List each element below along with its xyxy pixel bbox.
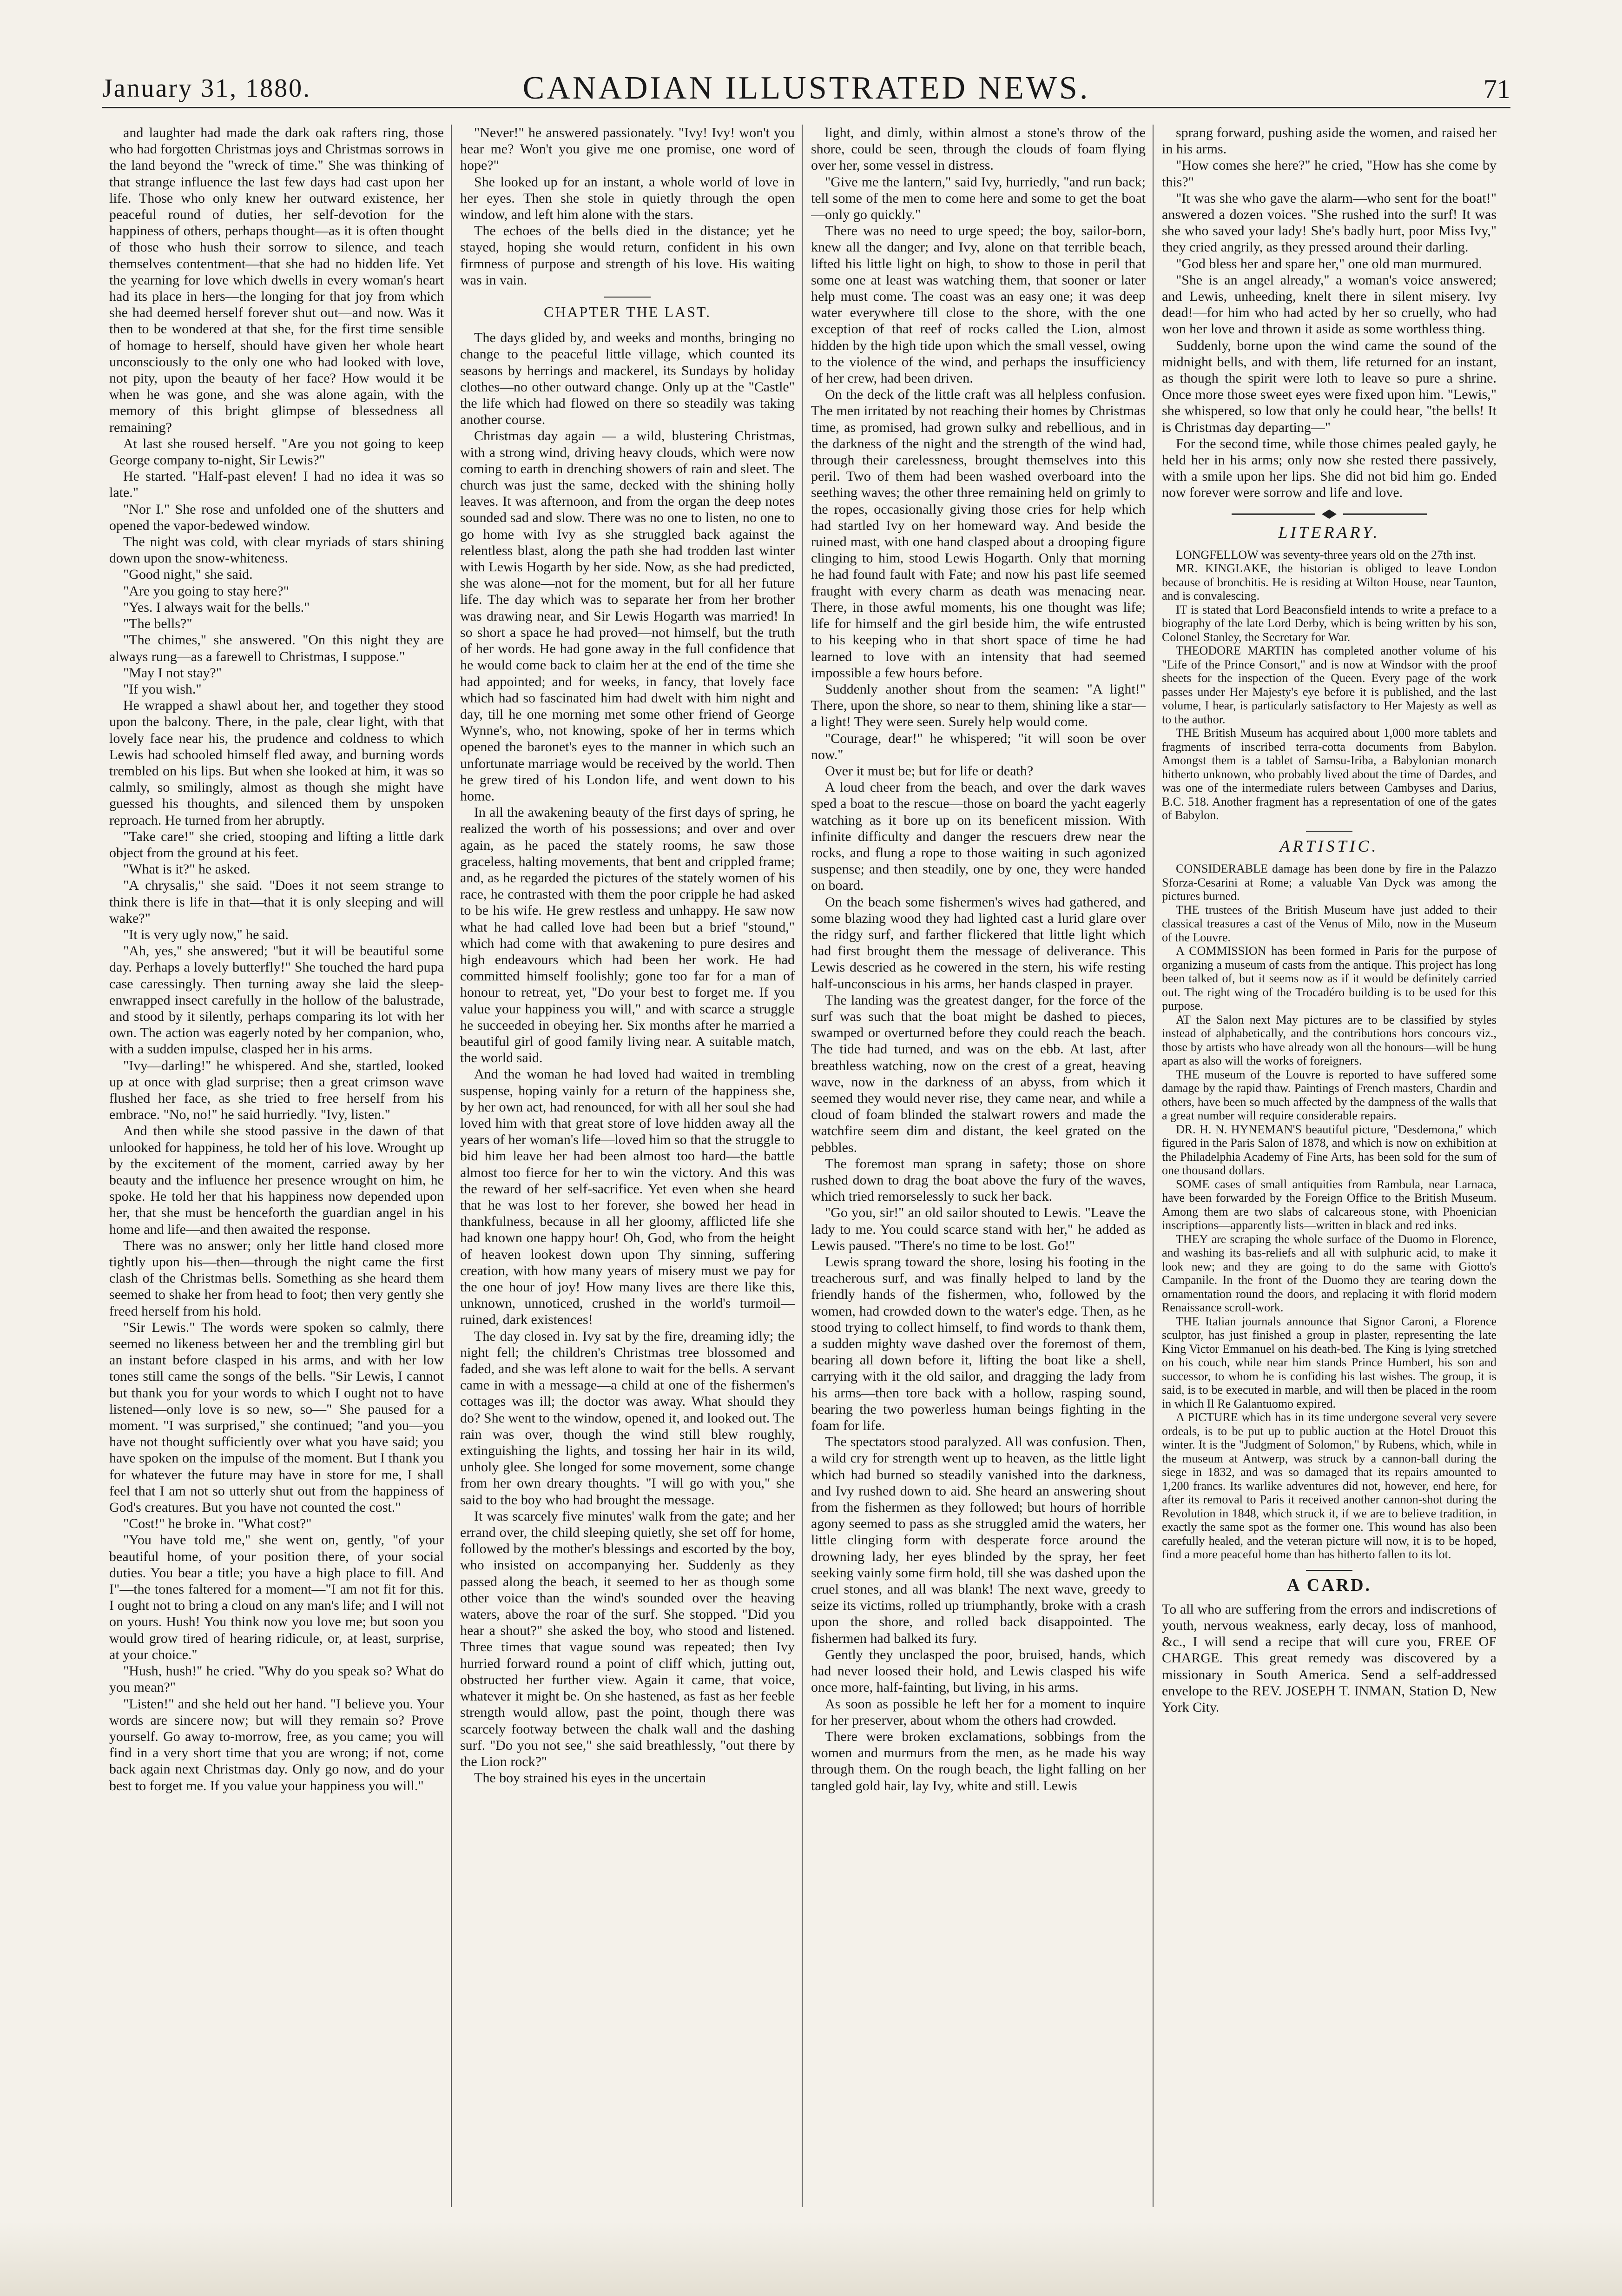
paragraph: On the deck of the little craft was all helpless confusion. The men irritated by not reaching their homes by Christmas time, as promised, had grown sulky and rebellious, and in the darkness of the night and the strength of the wind had, through their carelessness, brought themselves into this peril. Two of them had been washed overboard into the seething waves; the other three remaining held on grimly to the ropes, occasionally giving those cries for help which had startled Ivy on her homeward way. And beside the ruined mast, with one hand clasped about a drooping figure clinging to him, stood Lewis Hogarth. Only that morning he had found fault with Fate; and now his past life seemed fraught with every charm as death was menacing near. There, in those awful moments, his one thought was life; life for himself and the girl beside him, the wife entrusted to his keeping who in that short space of time he had learned to love with an intensity that had seemed impossible a few hours before. — [811, 387, 1146, 681]
paragraph: THE Italian journals announce that Signor Caroni, a Florence sculptor, has just finished a group in plaster, representing the late King Victor Emmanuel on his death-bed. The King is lying stretched on his couch, while near him stands Prince Humbert, his son and successor, to whom he is confiding his last wishes. The group, it is said, is to be executed in marble, and will then be placed in the room in which Il Re Galantuomo expired. — [1162, 1314, 1497, 1410]
paragraph: "The chimes," she answered. "On this night they are always rung—as a farewell to Christmas, I suppose." — [109, 632, 444, 664]
card-heading: A CARD. — [1286, 1575, 1372, 1595]
paragraph: The foremost man sprang in safety; those on shore rushed down to drag the boat above the fury of the waves, which tried remorselessly to suck her back. — [811, 1156, 1146, 1204]
paragraph: "If you wish." — [123, 681, 202, 697]
paragraph: Suddenly, borne upon the wind came the sound of the midnight bells, and with them, life returned for an instant, as though the spirit were loth to leave so pure a shrine. Once more those sweet eyes were fixed upon him. "Lewis," she whispered, so low that only he could hear, "the bells! It is Christmas day departing—" — [1162, 337, 1497, 435]
paragraph: He wrapped a shawl about her, and together they stood upon the balcony. There, in the pale, clear light, with that lovely face near his, the prudence and coldness to which Lewis had schooled himself fled away, and burning words trembled on his lips. But when she looked at him, it was so calmly, so smilingly, almost as though she might have guessed his thoughts, and silenced them by unspoken reproach. He turned from her abruptly. — [109, 698, 444, 828]
paragraph: Gently they unclasped the poor, bruised, hands, which had never loosed their hold, and Lewis clasped his wife once more, half-fainting, but living, in his arms. — [811, 1647, 1146, 1695]
paragraph: CONSIDERABLE damage has been done by fire in the Palazzo Sforza-Cesarini at Rome; a valuable Van Dyck was among the pictures burned. — [1162, 862, 1497, 903]
paragraph: "You have told me," she went on, gently, "of your beautiful home, of your position there, of your social duties. You bear a title; you have a high place to fill. And I"—the tones faltered for a moment—"I am not fit for this. I ought not to bring a cloud on any man's life; and I will not on yours. Hush! You think now you love me; but soon you would grow tired of hearing ridicule, or, at least, surprise, at your choice." — [109, 1532, 444, 1662]
chapter-paragraphs — [460, 330, 795, 1786]
paragraph: "A chrysalis," she said. "Does it not seem strange to think there is life in that—that it is only sleeping and will wake?" — [109, 878, 444, 926]
paragraph: At last she roused herself. "Are you not going to keep George company to-night, Sir Lewis?" — [109, 436, 444, 468]
paragraph: There was no need to urge speed; the boy, sailor-born, knew all the danger; and Ivy, alone on that terrible beach, lifted his little light on high, to show to those in peril that some one at least was watching them, that sooner or later help must come. The coast was an easy one; it was deep water everywhere till close to the shore, with the one exception of that reef of rocks called the Lion, almost hidden by the high tide upon which the small vessel, owing to the violence of the wind, and perhaps the insufficiency of her crew, had been driven. — [811, 223, 1146, 386]
paragraph: THEODORE MARTIN has completed another volume of his "Life of the Prince Consort," and is now at Windsor with the proof sheets for the inspection of the Queen. Every page of the work passes under Her Majesty's eye before it is published, and the last volume, I hear, is particularly satisfactory to Her Majesty as well as to the author. — [1162, 644, 1497, 726]
paragraph: On the beach some fishermen's wives had gathered, and some blazing wood they had lighted cast a lurid glare over the ridgy surf, and farther flickered that little light which had first brought them the message of deliverance. This Lewis descried as he cowered in the stern, his wife resting half-unconscious in his arms, her hands clasped in prayer. — [811, 894, 1146, 992]
chapter-heading: CHAPTER THE LAST. — [543, 304, 712, 321]
paragraph: THE British Museum has acquired about 1,000 more tablets and fragments of inscribed terra-cotta documents from Babylon. Amongst them is a tablet of Samsu-Iriba, a Babylonian monarch hitherto unknown, who probably lived about the time of Dardes, and was one of the intermediate rulers between Cambyses and Darius, B.C. 518. Another fragment has a representation of one of the gates of Babylon. — [1162, 726, 1497, 822]
paragraph: There were broken exclamations, sobbings from the women and murmurs from the men, as he made his way through them. On the rough beach, the light falling on her tangled gold hair, lay Ivy, white and still. Lewis — [811, 1728, 1146, 1793]
paragraph: In all the awakening beauty of the first days of spring, he realized the worth of his possessions; and over and over again, as he paced the stately rooms, he saw those graceless, halting movements, that bent and crippled frame; and, as he regarded the pictures of the stately women of his race, he contrasted with them the poor cripple he had asked to be his wife. He grew restless and unhappy. He saw now what he had called love had been but a brief "stound," which had come with that awakening to pure desires and high endeavours which had been her work. He had committed himself foolishly; gone too far for a man of honour to retreat, yet, "Do your best to forget me. If you value your happiness you will," and with scarce a struggle he succeeded in obeying her. Six months after he married a beautiful girl of good family living near. A suitable match, the world said. — [460, 805, 795, 1066]
paragraph: The boy strained his eyes in the uncertain — [474, 1770, 706, 1786]
paragraph: A PICTURE which has in its time undergone several very severe ordeals, is to be put up to public auction at the Hotel Drouot this winter. It is the "Judgment of Solomon," by Rubens, which, while in the museum at Antwerp, was struck by a cannon-ball during the siege in 1832, and was so damaged that its repairs amounted to 1,200 francs. Its warlike adventures did not, however, end here, for after its removal to Paris it received another cannon-shot during the Revolution in 1848, which struck it, if we are to believe tradition, in exactly the same spot as the former one. This wound has also been carefully healed, and the veteran picture will now, it is to be hoped, find a more peaceful home than has hitherto fallen to its lot. — [1162, 1410, 1497, 1562]
paragraph: and laughter had made the dark oak rafters ring, those who had forgotten Christmas joys and Christmas sorrows in the land beyond the "wreck of time." She was thinking of that strange influence the last few days had cast upon her life. Those who only knew her outward existence, her peaceful round of duties, her self-devotion for the happiness of others, perhaps thought—as it is often thought of those who hush their sorrow to silence, and teach themselves contentment—that she had no hidden life. Yet the yearning for love which dwells in every woman's heart had its place in hers—the longing for that joy from which she had deemed herself forever shut out—and now. Was it then to be wondered at that she, for the first time sensible of homage to herself, should have given her whole heart unconsciously to the only one who had looked with love, not pity, upon the beauty of her face? How would it be when he was gone, and she was alone again, with the memory of this bright glimpse of blessedness all remaining? — [109, 125, 444, 435]
paragraph: "She is an angel already," a woman's voice answered; and Lewis, unheeding, knelt there in silent misery. Ivy dead!—for him who had acted by her so cruelly, who had won her love and thrown it aside as some worthless thing. — [1162, 272, 1497, 337]
story-paragraphs — [811, 125, 1146, 1794]
paragraph: "Give me the lantern," said Ivy, hurriedly, "and run back; tell some of the men to come here and some to get the boat—only go quickly." — [811, 174, 1146, 223]
paragraph: Over it must be; but for life or death? — [825, 763, 1034, 779]
paragraph: The landing was the greatest danger, for the force of the surf was such that the boat might be dashed to pieces, swamped or overturned before they could reach the beach. The tide had turned, and was on the ebb. At last, after breathless watching, now on the crest of a great, heaving wave, now in the darkness of an abyss, from which it seemed they would never rise, they came near, and while a cloud of foam blinded the stalwart rowers and made the watchfire seem dim and distant, the keel grated on the pebbles. — [811, 992, 1146, 1155]
paragraph: MR. KINGLAKE, the historian is obliged to leave London because of bronchitis. He is residing at Wilton House, near Taunton, and is convalescing. — [1162, 562, 1497, 603]
column-rule — [802, 125, 803, 2207]
artistic-heading: ARTISTIC. — [1279, 836, 1379, 855]
paragraph: "Cost!" he broke in. "What cost?" — [123, 1516, 312, 1532]
paragraph: light, and dimly, within almost a stone's throw of the shore, could be seen, through the clouds of foam flying over her, some vessel in distress. — [811, 125, 1146, 173]
paragraph: It was scarcely five minutes' walk from the gate; and her errand over, the child sleeping quietly, she set off for home, followed by the mother's blessings and escorted by the boy, who insisted on accompanying her. Suddenly as they passed along the beach, it seemed to her as though some other voice than the wind's sounded over the heaving waters, above the roar of the surf. She stopped. "Did you hear a shout?" she asked the boy, who stood and listened. Three times that vague sound was repeated; then Ivy hurried forward round a point of cliff which, jutting out, obstructed her further view. Again it came, that voice, whatever it might be. On she hastened, as fast as her feeble strength would allow, past the point, though there was scarcely footway between the chalk wall and the dashing surf. "Do you not see," she said breathlessly, "out there by the Lion rock?" — [460, 1508, 795, 1769]
ornamental-divider — [1162, 509, 1497, 520]
column-2 — [460, 125, 795, 2207]
card-advert: To all who are suffering from the errors and indiscretions of youth, nervous weakness, early decay, loss of manhood, &c., I will send a recipe that will cure you, FREE OF CHARGE. This great remedy was discovered by a missionary in South America. Send a self-addressed envelope to the REV. JOSEPH T. INMAN, Station D, New York City. — [1162, 1601, 1497, 1715]
paragraph: "Nor I." She rose and unfolded one of the shutters and opened the vapor-bedewed window. — [109, 501, 444, 533]
paragraph: "What is it?" he asked. — [123, 861, 251, 877]
column-1 — [109, 125, 444, 2207]
paragraph: "Hush, hush!" he cried. "Why do you speak so? What do you mean?" — [109, 1663, 444, 1695]
paragraph: The day closed in. Ivy sat by the fire, dreaming idly; the night fell; the children's Christmas tree blossomed and faded, and she was left alone to wait for the bells. A servant came in with a message—a child at one of the fishermen's cottages was ill; the doctor was away. What should they do? She went to the window, opened it, and looked out. The rain was over, though the wind still blew roughly, extinguishing the lights, and tossing her hair in its wild, unholy glee. She longed for some movement, some change from her own dreary thoughts. "I will go with you," she said to the boy who had brought the message. — [460, 1328, 795, 1508]
divider — [1306, 1570, 1352, 1571]
paragraph: A COMMISSION has been formed in Paris for the purpose of organizing a museum of casts from the antique. This project has long been talked of, but it seems now as if it would be definitely carried out. The right wing of the Trocadéro building is to be used for this purpose. — [1162, 944, 1497, 1013]
paragraph: "Ivy—darling!" he whispered. And she, startled, looked up at once with glad surprise; then a great crimson wave flushed her face, as she tried to free herself from his embrace. "No, no!" he said hurriedly. "Ivy, listen." — [109, 1058, 444, 1123]
paragraph: The echoes of the bells died in the distance; yet he stayed, hoping she would return, confident in his own firmness of purpose and strength of his love. His waiting was in vain. — [460, 223, 795, 288]
masthead — [102, 70, 1510, 108]
paragraph: The spectators stood paralyzed. All was confusion. Then, a wild cry for strength went up to heaven, as the little light which had burned so steadily vanished into the darkness, and Ivy rushed down to aid. She heard an answering shout from the fishermen as they followed; but hours of horrible agony seemed to pass as she struggled amid the waters, her little clinging form with desperate force around the drowning lady, her eyes blinded by the spray, her feet seeking vainly some firm hold, till she was dashed upon the cruel stones, and all was blank! The next wave, greedy to seize its victims, rolled up triumphantly, broke with a crash upon the shore, and rolled back disappointed. The fishermen had balked its fury. — [811, 1434, 1146, 1646]
column-rule — [451, 125, 452, 2207]
paragraph: "Are you going to stay here?" — [123, 583, 289, 599]
story-paragraphs — [460, 125, 795, 288]
paragraph: "Sir Lewis." The words were spoken so calmly, there seemed no likeness between her and the trembling girl but an instant before clasped in his arms, and with her low tones still came the songs of the bells. "Sir Lewis, I cannot but thank you for your words to which I ought not to have listened—only love is so new, so—" She paused for a moment. "I was surprised," she continued; "and you—you have not thought sufficiently over what you have said; you have spoken on the impulse of the moment. But I thank you for whatever the future may have in store for me, I shall feel that I am not so utterly shut out from the happiness of God's creatures. But you have not counted the cost." — [109, 1319, 444, 1515]
paragraph: And then while she stood passive in the dawn of that unlooked for happiness, he told her of his love. Wrought up by the excitement of the moment, carried away by her beauty and the influence her presence wrought on him, he spoke. He told her that his happiness now depended upon her, that she must be henceforth the guardian angel in his home and life—and then awaited the response. — [109, 1123, 444, 1237]
story-continuation — [109, 125, 444, 1794]
paragraph: "Yes. I always wait for the bells." — [123, 599, 310, 615]
paragraph: "God bless her and spare her," one old man murmured. — [1176, 256, 1482, 271]
paragraph: "Listen!" and she held out her hand. "I believe you. Your words are sincere now; but will they remain so? Prove yourself. Go away to-morrow, free, as you came; you will find in a very short time that you are wrong; if not, come back again next Christmas day. Only go now, and do your best to forget me. If you value your happiness you will." — [109, 1696, 444, 1793]
paragraph: For the second time, while those chimes pealed gayly, he held her in his arms; only now she rested there passively, with a smile upon her lips. She did not bid him go. Ended now forever were sorrow and life and love. — [1162, 436, 1497, 501]
paragraph: Lewis sprang toward the shore, losing his footing in the treacherous surf, and was finally helped to land by the friendly hands of the fishermen, who, followed by the women, had crowded down to the water's edge. Then, as he stood trying to collect himself, to find words to thank them, a sudden mighty wave dashed over the foremost of them, bearing all down before it, lifting the boat like a shell, carrying with it the old sailor, and dragging the lady from his arms—then tore back with a hollow, rasping sound, bearing the two powerless human beings fighting in the foam for life. — [811, 1254, 1146, 1434]
page-number: 71 — [1484, 74, 1510, 104]
paragraph: AT the Salon next May pictures are to be classified by styles instead of alphabetically, and the contributions hors concours viz., those by artists who have already won all the honours—will be hung apart as also will the works of foreigners. — [1162, 1012, 1497, 1068]
column-rule — [1153, 125, 1154, 2207]
literary-items — [1162, 548, 1497, 822]
paragraph: LONGFELLOW was seventy-three years old on the 27th inst. — [1176, 548, 1476, 562]
paragraph: "It is very ugly now," he said. — [123, 926, 289, 942]
column-3 — [811, 125, 1146, 2207]
paragraph: SOME cases of small antiquities from Rambula, near Larnaca, have been forwarded by the Foreign Office to the British Museum. Among them are two slabs of calcareous stone, with Phoenician inscriptions—apparently lists—written in black and red inks. — [1162, 1177, 1497, 1232]
paragraph: "Good night," she said. — [123, 567, 253, 582]
paragraph: A loud cheer from the beach, and over the dark waves sped a boat to the rescue—those on board the yacht eagerly watching as it bore up on its beneficent mission. With infinite difficulty and danger the rescuers drew near the rocks, and flung a rope to those waiting in such agonized suspense; and then steadily, one by one, they were handed on board. — [811, 780, 1146, 893]
paragraph: "Take care!" she cried, stooping and lifting a little dark object from the ground at his feet. — [109, 828, 444, 860]
paragraph: "Ah, yes," she answered; "but it will be beautiful some day. Perhaps a lovely butterfly!" She touched the hard pupa case caressingly. Then turning away she laid the sleep-enwrapped insect carefully in the hollow of the balustrade, and stood by it silently, perhaps comparing its lot with her own. The action was eagerly noted by her companion, who, with a sudden impulse, clasped her in his arms. — [109, 943, 444, 1057]
paragraph: The days glided by, and weeks and months, bringing no change to the peaceful little village, which counted its seasons by herrings and mackerel, its Sundays by holiday clothes—no other outward change. Only up at the "Castle" the life which had flowed on there so steadily was taking another course. — [460, 330, 795, 428]
paragraph: "Go you, sir!" an old sailor shouted to Lewis. "Leave the lady to me. You could scarce stand with her," he added as Lewis paused. "There's no time to be lost. Go!" — [811, 1205, 1146, 1253]
issue-date: January 31, 1880. — [102, 74, 311, 103]
paragraph: As soon as possible he left her for a moment to inquire for her preserver, about whom the others had crowded. — [811, 1696, 1146, 1728]
paragraph: IT is stated that Lord Beaconsfield intends to write a preface to a biography of the late Lord Derby, which is being written by his son, Colonel Stanley, the Secretary for War. — [1162, 602, 1497, 644]
paragraph: And the woman he had loved had waited in trembling suspense, hoping vainly for a return of the happiness she, by her own act, had renounced, for with all her soul she had loved him with that great store of love hidden away all the years of her woman's life—loved him so that the struggle to bid him leave her had been almost too hard—the battle almost too fierce for her to win the victory. And this was the reward of her self-sacrifice. Yet even when she heard that he was lost to her forever, she bowed her head in thankfulness, because in all her gloomy, afflicted life she had known one happy hour! Oh, God, who from the height of heaven lookest down upon Thy sinning, suffering creation, with how many years of misery must we pay for the one hour of joy! How many lives are there like this, unknown, unnoticed, crushed in the world's turmoil—ruined, dark existences! — [460, 1066, 795, 1328]
paragraph: sprang forward, pushing aside the women, and raised her in his arms. — [1162, 125, 1497, 157]
paragraph: Suddenly another shout from the seamen: "A light!" There, upon the shore, so near to them, shining like a star—a light! They were seen. Surely help would come. — [811, 681, 1146, 730]
paragraph: The night was cold, with clear myriads of stars shining down upon the snow-whiteness. — [109, 534, 444, 566]
literary-heading: LITERARY. — [1278, 523, 1380, 542]
paragraph: "The bells?" — [123, 616, 192, 632]
divider — [1306, 831, 1352, 832]
column-4 — [1162, 125, 1497, 2207]
paragraph: "Never!" he answered passionately. "Ivy! Ivy! won't you hear me? Won't you give me one promise, one word of hope?" — [460, 125, 795, 173]
paragraph: THE museum of the Louvre is reported to have suffered some damage by the rapid thaw. Paintings of French masters, Chardin and others, have been so much affected by the dampness of the walls that a great number will require considerable repairs. — [1162, 1067, 1497, 1123]
paragraph: He started. "Half-past eleven! I had no idea it was so late." — [109, 469, 444, 501]
paragraph: She looked up for an instant, a whole world of love in her eyes. Then she stole in quietly through the open window, and left him alone with the stars. — [460, 174, 795, 223]
paragraph: THEY are scraping the whole surface of the Duomo in Florence, and washing its bas-reliefs and all with sulphuric acid, to make it look new; and they are going to do the same with Giotto's Campanile. In the front of the Duomo they are tearing down the ornamentation round the doors, and replacing it with florid modern Renaissance scroll-work. — [1162, 1232, 1497, 1315]
page-edge — [0, 2222, 1622, 2296]
paragraph: THE trustees of the British Museum have just added to their classical treasures a cast of the Venus of Milo, now in the Museum of the Louvre. — [1162, 903, 1497, 944]
paragraph: "May I not stay?" — [123, 665, 222, 681]
paragraph: There was no answer; only her little hand closed more tightly upon his—then—through the night came the first clash of the Christmas bells. Something as she heard them seemed to shake her from head to foot; then very gently she freed herself from his hold. — [109, 1237, 444, 1319]
newspaper-title: CANADIAN ILLUSTRATED NEWS. — [522, 70, 1090, 106]
paragraph: DR. H. N. HYNEMAN'S beautiful picture, "Desdemona," which figured in the Paris Salon of 1878, and which is now on exhibition at the Philadelphia Academy of Fine Arts, has been sold for the sum of one thousand dollars. — [1162, 1122, 1497, 1178]
artistic-items — [1162, 862, 1497, 1562]
story-conclusion — [1162, 125, 1497, 501]
divider — [604, 297, 651, 298]
paragraph: "Courage, dear!" he whispered; "it will soon be over now." — [811, 730, 1146, 762]
paragraph: "How comes she here?" he cried, "How has she come by this?" — [1162, 158, 1497, 190]
paragraph: Christmas day again — a wild, blustering Christmas, with a strong wind, driving heavy clouds, which were now coming to earth in drenching showers of rain and sleet. The church was just the same, decked with the shining holly leaves. It was afternoon, and from the organ the deep notes sounded sad and slow. There was no one to listen, no one to go home with Ivy as she struggled back against the relentless blast, along the path she had trodden last winter with Lewis Hogarth by her side. Now, as she had predicted, she was alone—not for the moment, but for all her future life. The day which was to separate her from her brother was drawing near, and Sir Lewis Hogarth was married! In so short a space he had proved—not himself, but the truth of her words. He had gone away in the full confidence that he would come back to claim her at the end of the time she had appointed; and for weeks, in fancy, that lovely face which had so fascinated him had dwelt with him night and day, till he one morning met some other friend of George Wynne's, who, not knowing, spoke of her in terms which opened the baronet's eyes to the manner in which such an unfortunate marriage would be received by the world. Then he grew tired of his London life, and went down to his home. — [460, 428, 795, 804]
paragraph: "It was she who gave the alarm—who sent for the boat!" answered a dozen voices. "She rushed into the surf! It was she who saved your lady! She's badly hurt, poor Miss Ivy," they cried angrily, as they pressed around their darling. — [1162, 190, 1497, 255]
